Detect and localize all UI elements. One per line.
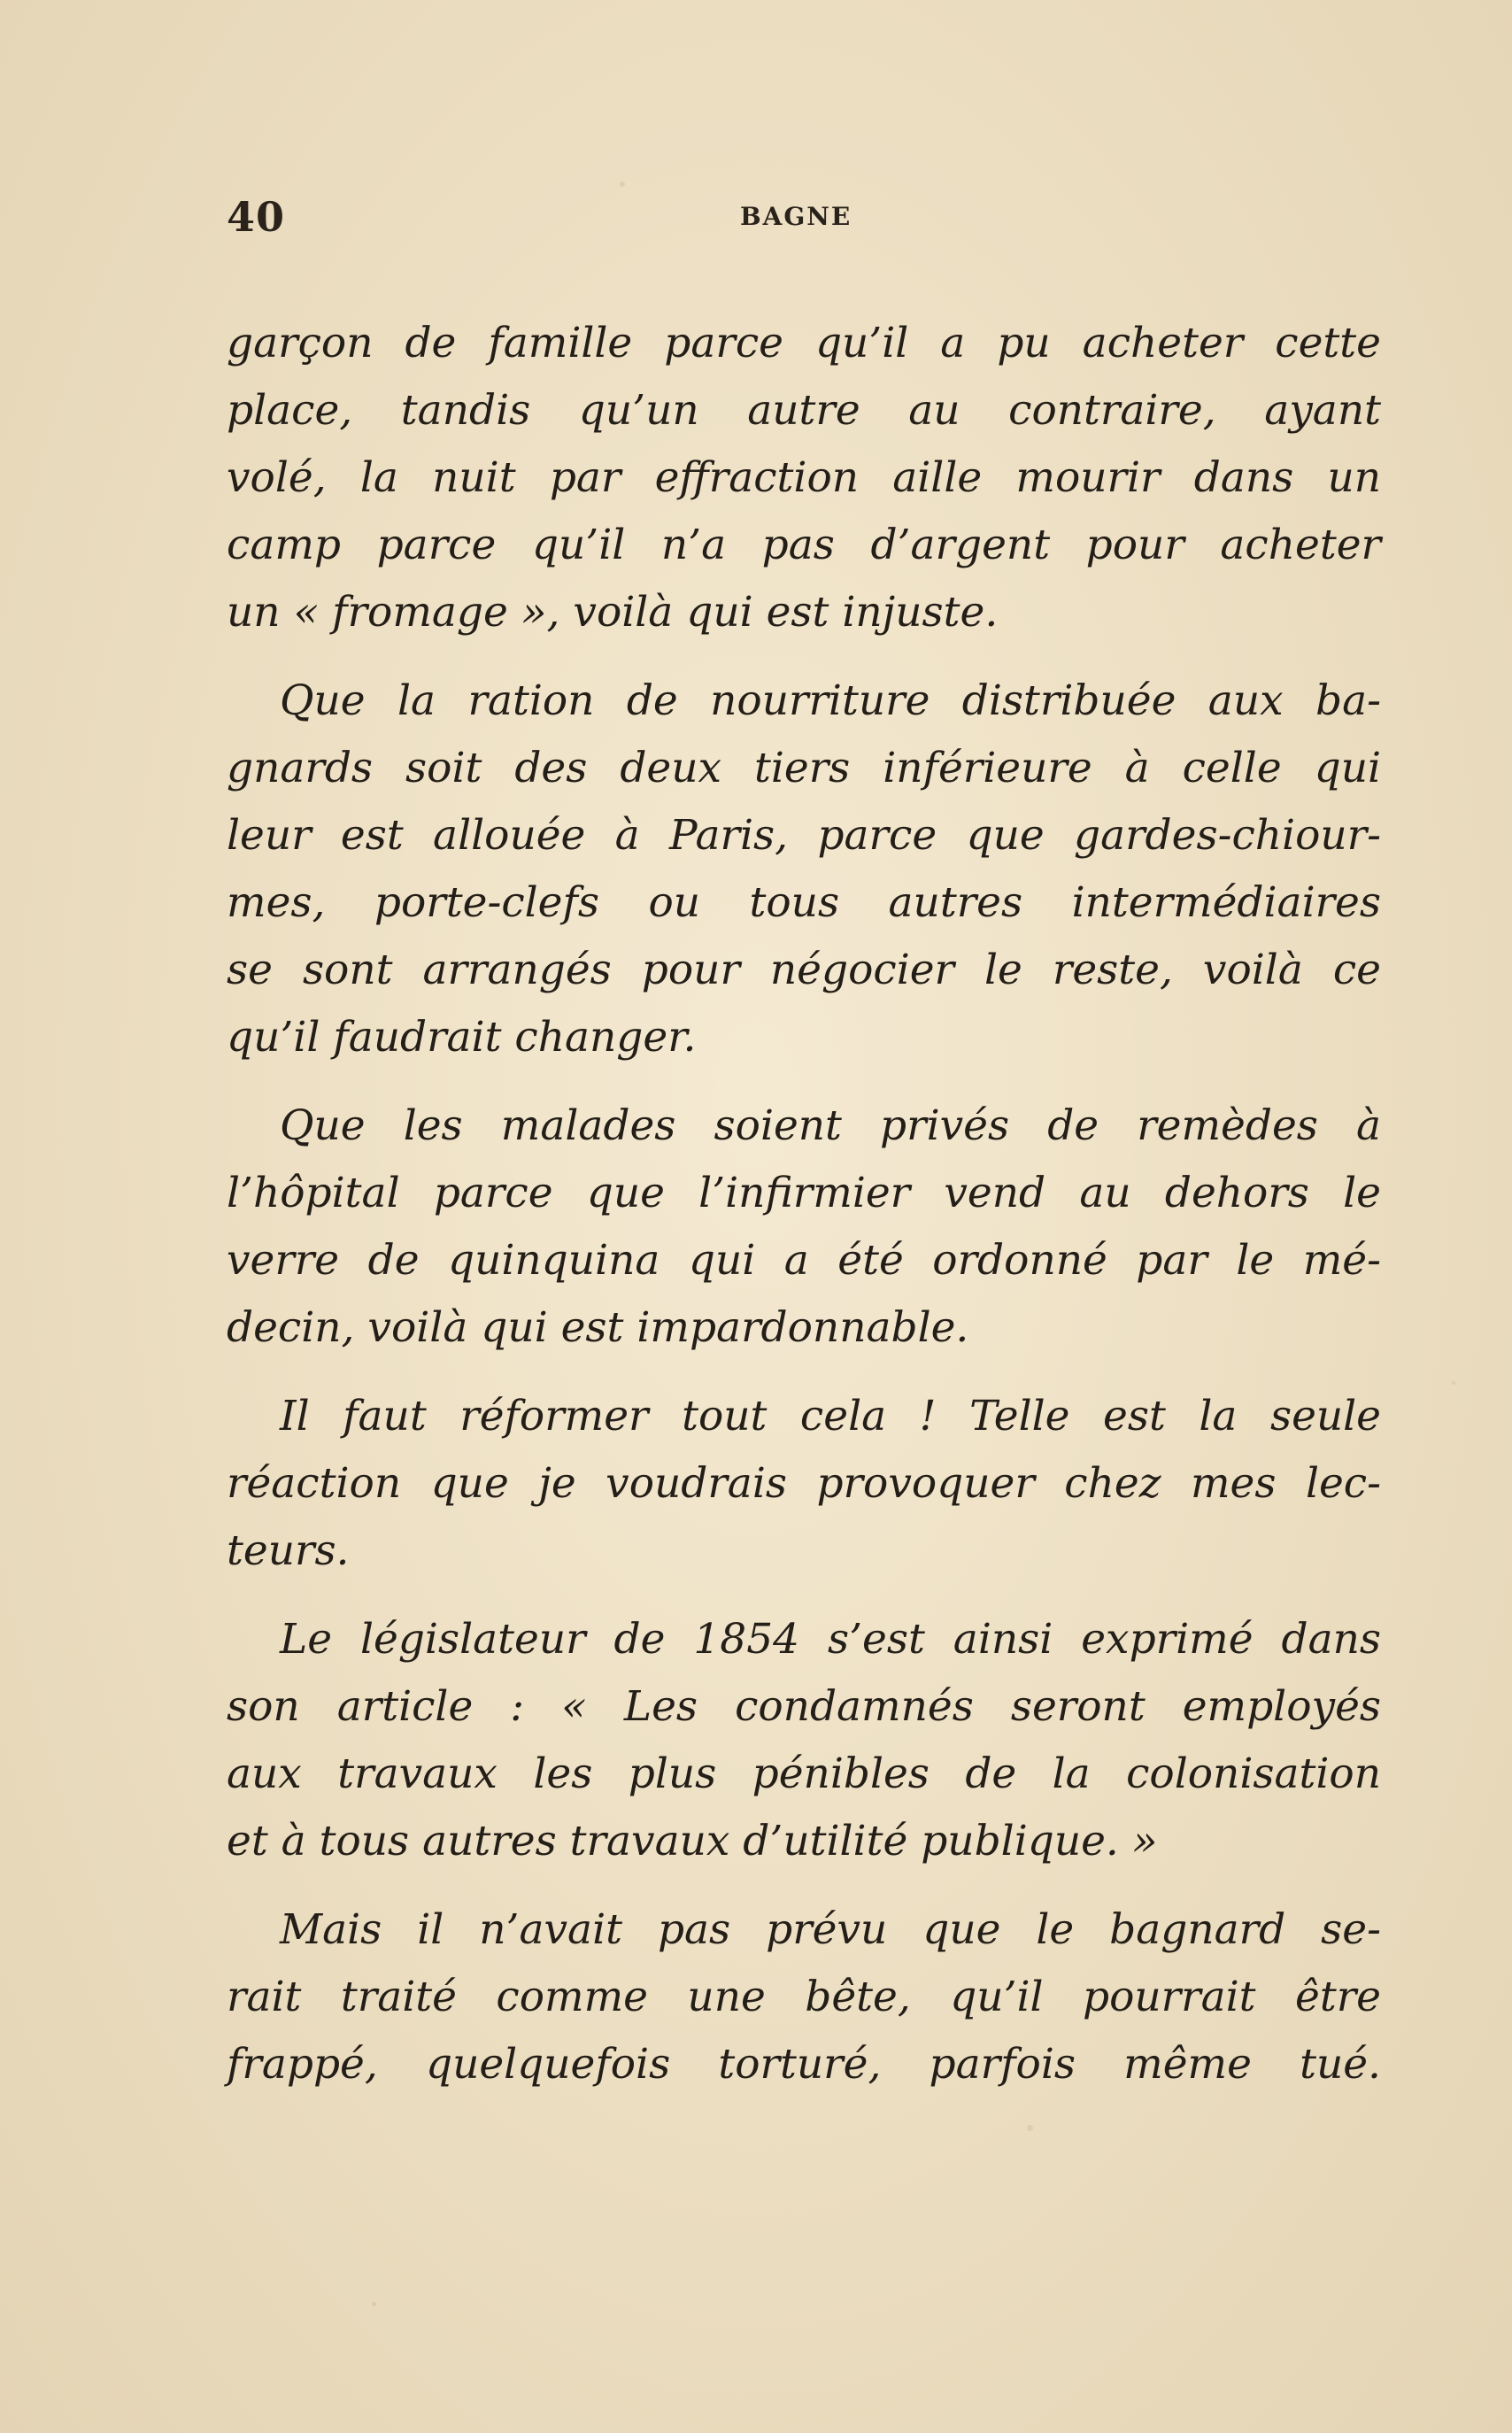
- text-line: Mais il n’avait pas prévu que le bagnard se-: [280, 1905, 1381, 1954]
- text-line: Que la ration de nourriture distribuée aux ba-: [280, 676, 1381, 725]
- text-line: qu’il faudrait changer.: [227, 1013, 697, 1062]
- text-line: Que les malades soient privés de remèdes à: [280, 1101, 1381, 1150]
- text-line: camp parce qu’il n’a pas d’argent pour acheter: [227, 521, 1381, 569]
- text-line: Le législateur de 1854 s’est ainsi exprimé dans: [280, 1615, 1381, 1664]
- text-line: l’hôpital parce que l’infirmier vend au dehors le: [227, 1169, 1381, 1217]
- running-title: BAGNE: [740, 202, 852, 231]
- text-line: son article : « Les condamnés seront employés: [227, 1682, 1381, 1731]
- text-line: gnards soit des deux tiers inférieure à celle qui: [227, 744, 1381, 792]
- paragraph: [227, 1896, 1381, 2098]
- text-line: verre de quinquina qui a été ordonné par le mé-: [227, 1236, 1381, 1285]
- paper-speck: [372, 2302, 376, 2306]
- paragraph: [227, 1383, 1381, 1585]
- text-line: réaction que je voudrais provoquer chez mes lec-: [227, 1459, 1381, 1508]
- text-line: aux travaux les plus pénibles de la colonisation: [227, 1749, 1381, 1798]
- text-line: garçon de famille parce qu’il a pu acheter cette: [227, 319, 1381, 367]
- paragraph: [227, 310, 1381, 646]
- paragraph: [227, 1093, 1381, 1362]
- paper-speck: [1452, 1381, 1455, 1385]
- text-line: teurs.: [227, 1526, 350, 1575]
- text-line: et à tous autres travaux d’utilité publique. »: [227, 1817, 1158, 1865]
- text-line: volé, la nuit par effraction aille mourir dans un: [227, 453, 1381, 502]
- body-text: [227, 310, 1381, 2098]
- paper-speck: [620, 182, 625, 187]
- text-line: se sont arrangés pour négocier le reste, voilà ce: [227, 946, 1381, 994]
- paper-speck: [1027, 2125, 1033, 2131]
- text-line: un « fromage », voilà qui est injuste.: [227, 588, 999, 637]
- paragraph: [227, 668, 1381, 1071]
- text-line: frappé, quelquefois torturé, parfois même tué.: [227, 2040, 1381, 2089]
- page-header: [227, 193, 1381, 246]
- paragraph: [227, 1606, 1381, 1875]
- text-line: leur est allouée à Paris, parce que gardes-chiour-: [227, 811, 1381, 860]
- page-number: 40: [227, 193, 286, 241]
- text-line: decin, voilà qui est impardonnable.: [227, 1303, 969, 1352]
- text-line: rait traité comme une bête, qu’il pourrait être: [227, 1973, 1381, 2021]
- text-line: Il faut réformer tout cela ! Telle est la seule: [280, 1392, 1381, 1440]
- text-line: place, tandis qu’un autre au contraire, ayant: [227, 386, 1381, 435]
- text-line: mes, porte-clefs ou tous autres intermédiaires: [227, 878, 1381, 927]
